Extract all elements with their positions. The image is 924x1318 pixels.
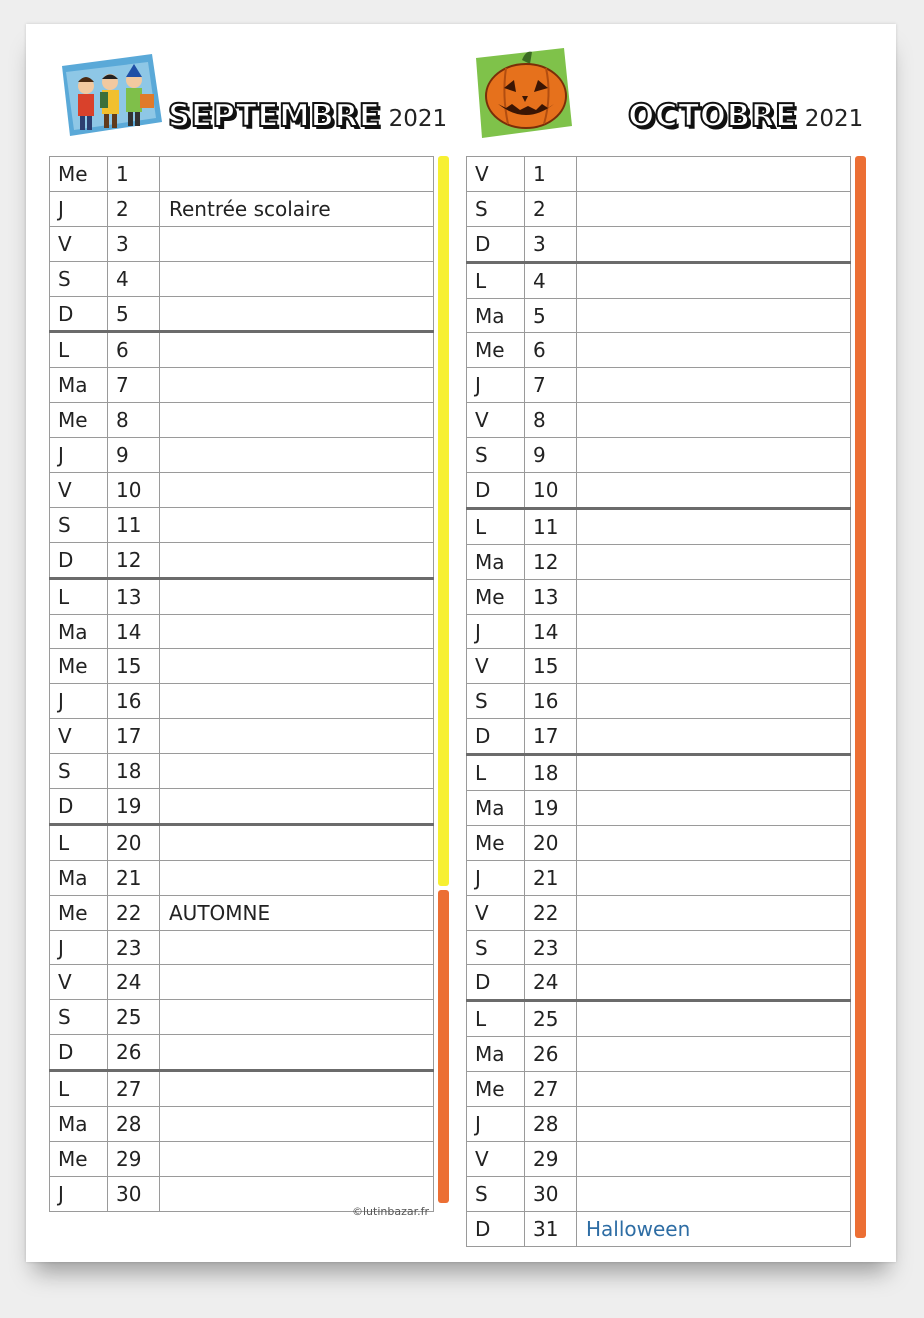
date-cell: 1 — [525, 157, 577, 192]
day-cell: Me — [50, 1141, 108, 1176]
table-row — [467, 298, 851, 333]
date-cell: 6 — [108, 332, 160, 368]
note-cell: Halloween — [577, 1211, 851, 1246]
day-cell: S — [467, 684, 525, 719]
note-cell — [160, 507, 434, 542]
date-cell: 28 — [525, 1107, 577, 1142]
date-cell: 2 — [108, 191, 160, 226]
date-cell: 4 — [525, 262, 577, 298]
table-row — [467, 191, 851, 226]
day-cell: D — [467, 719, 525, 755]
table-row — [50, 930, 434, 965]
day-cell: L — [50, 1071, 108, 1107]
date-cell: 12 — [525, 544, 577, 579]
day-cell: Ma — [50, 614, 108, 649]
table-row — [50, 754, 434, 789]
note-cell — [160, 368, 434, 403]
note-cell — [577, 544, 851, 579]
day-cell: S — [467, 191, 525, 226]
september-title: SEPTEMBRE — [168, 98, 381, 134]
date-cell: 21 — [525, 860, 577, 895]
day-cell: Ma — [467, 544, 525, 579]
day-cell: V — [467, 649, 525, 684]
table-row — [467, 965, 851, 1001]
day-cell: L — [50, 332, 108, 368]
note-cell — [577, 438, 851, 473]
october-title: OCTOBRE — [628, 98, 797, 134]
note-cell — [577, 1037, 851, 1072]
date-cell: 25 — [525, 1001, 577, 1037]
table-row — [467, 684, 851, 719]
note-cell — [577, 895, 851, 930]
date-cell: 25 — [108, 1000, 160, 1035]
date-cell: 9 — [108, 438, 160, 473]
table-row — [467, 1141, 851, 1176]
day-cell: L — [50, 578, 108, 614]
day-cell: D — [467, 965, 525, 1001]
day-cell: Ma — [50, 1107, 108, 1142]
note-cell — [160, 1000, 434, 1035]
note-cell — [160, 542, 434, 578]
day-cell: D — [50, 1035, 108, 1071]
date-cell: 4 — [108, 261, 160, 296]
day-cell: D — [467, 473, 525, 509]
day-cell: Me — [50, 157, 108, 192]
date-cell: 30 — [108, 1176, 160, 1211]
table-row — [467, 473, 851, 509]
day-cell: Ma — [50, 368, 108, 403]
date-cell: 5 — [108, 296, 160, 332]
date-cell: 9 — [525, 438, 577, 473]
day-cell: Ma — [50, 860, 108, 895]
date-cell: 28 — [108, 1107, 160, 1142]
october-header — [628, 84, 863, 134]
date-cell: 16 — [525, 684, 577, 719]
date-cell: 27 — [108, 1071, 160, 1107]
table-row — [50, 296, 434, 332]
note-cell — [577, 508, 851, 544]
table-row — [50, 261, 434, 296]
table-row — [467, 719, 851, 755]
day-cell: S — [467, 438, 525, 473]
table-row — [50, 649, 434, 684]
day-cell: J — [467, 860, 525, 895]
note-cell — [577, 1107, 851, 1142]
day-cell: V — [467, 895, 525, 930]
date-cell: 17 — [525, 719, 577, 755]
table-row — [467, 1107, 851, 1142]
note-cell — [160, 930, 434, 965]
table-row — [467, 1072, 851, 1107]
day-cell: Me — [467, 333, 525, 368]
table-row — [50, 226, 434, 261]
table-row — [50, 1071, 434, 1107]
date-cell: 13 — [525, 579, 577, 614]
date-cell: 17 — [108, 719, 160, 754]
day-cell: Me — [50, 895, 108, 930]
date-cell: 14 — [525, 614, 577, 649]
table-row — [50, 368, 434, 403]
table-row — [50, 1107, 434, 1142]
table-row — [50, 684, 434, 719]
note-cell — [577, 930, 851, 965]
note-cell — [577, 1072, 851, 1107]
date-cell: 20 — [108, 824, 160, 860]
note-cell — [160, 403, 434, 438]
day-cell: V — [50, 719, 108, 754]
note-cell — [577, 791, 851, 826]
table-row — [50, 789, 434, 825]
date-cell: 10 — [108, 473, 160, 508]
table-row — [467, 791, 851, 826]
date-cell: 8 — [108, 403, 160, 438]
note-cell — [577, 157, 851, 192]
day-cell: S — [467, 930, 525, 965]
note-cell — [160, 754, 434, 789]
table-row — [50, 438, 434, 473]
note-cell — [160, 473, 434, 508]
date-cell: 14 — [108, 614, 160, 649]
day-cell: V — [467, 1141, 525, 1176]
table-row — [50, 1035, 434, 1071]
note-cell — [160, 965, 434, 1000]
table-row — [467, 262, 851, 298]
table-row — [50, 719, 434, 754]
table-row — [467, 649, 851, 684]
day-cell: L — [50, 824, 108, 860]
date-cell: 30 — [525, 1176, 577, 1211]
date-cell: 20 — [525, 825, 577, 860]
day-cell: Ma — [467, 1037, 525, 1072]
date-cell: 29 — [525, 1141, 577, 1176]
note-cell — [577, 1001, 851, 1037]
note-cell — [160, 261, 434, 296]
note-cell — [577, 860, 851, 895]
date-cell: 6 — [525, 333, 577, 368]
note-cell — [577, 298, 851, 333]
date-cell: 24 — [108, 965, 160, 1000]
day-cell: S — [50, 754, 108, 789]
date-cell: 7 — [525, 368, 577, 403]
day-cell: D — [50, 789, 108, 825]
date-cell: 22 — [525, 895, 577, 930]
day-cell: V — [50, 226, 108, 261]
table-row — [467, 333, 851, 368]
note-cell — [160, 157, 434, 192]
september-header — [168, 84, 447, 134]
school-children-illustration-icon — [56, 52, 164, 138]
table-row — [50, 157, 434, 192]
day-cell: S — [50, 1000, 108, 1035]
date-cell: 15 — [525, 649, 577, 684]
table-row — [467, 579, 851, 614]
october-table — [466, 156, 851, 1247]
note-cell — [577, 614, 851, 649]
day-cell: D — [467, 1211, 525, 1246]
note-cell — [160, 719, 434, 754]
date-cell: 21 — [108, 860, 160, 895]
note-cell — [160, 438, 434, 473]
september-table — [49, 156, 434, 1212]
note-cell — [160, 332, 434, 368]
date-cell: 5 — [525, 298, 577, 333]
date-cell: 3 — [525, 226, 577, 262]
autumn-season-bar-october — [855, 156, 866, 1238]
day-cell: Ma — [467, 298, 525, 333]
date-cell: 23 — [525, 930, 577, 965]
table-row — [467, 755, 851, 791]
day-cell: V — [467, 157, 525, 192]
date-cell: 15 — [108, 649, 160, 684]
date-cell: 11 — [525, 508, 577, 544]
date-cell: 19 — [525, 791, 577, 826]
table-row — [50, 542, 434, 578]
table-row — [50, 614, 434, 649]
date-cell: 29 — [108, 1141, 160, 1176]
date-cell: 7 — [108, 368, 160, 403]
note-cell — [160, 684, 434, 719]
note-cell — [577, 473, 851, 509]
table-row — [50, 403, 434, 438]
day-cell: Me — [467, 1072, 525, 1107]
table-row — [50, 191, 434, 226]
table-row — [467, 157, 851, 192]
table-row — [467, 825, 851, 860]
note-cell — [577, 684, 851, 719]
table-row — [467, 226, 851, 262]
date-cell: 16 — [108, 684, 160, 719]
date-cell: 3 — [108, 226, 160, 261]
date-cell: 23 — [108, 930, 160, 965]
table-row — [50, 1141, 434, 1176]
day-cell: D — [50, 542, 108, 578]
table-row — [50, 1000, 434, 1035]
table-row — [467, 508, 851, 544]
table-row — [467, 895, 851, 930]
copyright-credit: ©lutinbazar.fr — [352, 1205, 430, 1218]
note-cell — [160, 824, 434, 860]
day-cell: L — [467, 262, 525, 298]
day-cell: J — [467, 614, 525, 649]
note-cell — [160, 1071, 434, 1107]
note-cell — [577, 649, 851, 684]
note-cell: Rentrée scolaire — [160, 191, 434, 226]
date-cell: 10 — [525, 473, 577, 509]
note-cell — [577, 755, 851, 791]
note-cell — [577, 226, 851, 262]
day-cell: J — [50, 438, 108, 473]
table-row — [467, 368, 851, 403]
day-cell: D — [50, 296, 108, 332]
note-cell — [577, 1176, 851, 1211]
note-cell — [577, 825, 851, 860]
day-cell: J — [50, 684, 108, 719]
table-row — [467, 1001, 851, 1037]
table-row — [467, 403, 851, 438]
date-cell: 26 — [525, 1037, 577, 1072]
note-cell — [577, 965, 851, 1001]
table-row — [467, 930, 851, 965]
day-cell: Me — [467, 579, 525, 614]
table-row — [50, 473, 434, 508]
day-cell: L — [467, 1001, 525, 1037]
date-cell: 22 — [108, 895, 160, 930]
day-cell: D — [467, 226, 525, 262]
table-row — [467, 1211, 851, 1246]
note-cell — [160, 1141, 434, 1176]
table-row — [50, 507, 434, 542]
note-cell — [160, 1035, 434, 1071]
day-cell: V — [50, 965, 108, 1000]
note-cell — [160, 1107, 434, 1142]
summer-season-bar — [438, 156, 449, 886]
day-cell: V — [50, 473, 108, 508]
date-cell: 18 — [525, 755, 577, 791]
note-cell — [160, 226, 434, 261]
day-cell: J — [50, 1176, 108, 1211]
autumn-season-bar-september — [438, 890, 449, 1203]
day-cell: Me — [50, 649, 108, 684]
table-row — [50, 824, 434, 860]
day-cell: S — [50, 261, 108, 296]
day-cell: J — [50, 191, 108, 226]
note-cell — [160, 649, 434, 684]
date-cell: 27 — [525, 1072, 577, 1107]
note-cell — [160, 860, 434, 895]
note-cell — [577, 579, 851, 614]
date-cell: 24 — [525, 965, 577, 1001]
september-year: 2021 — [388, 106, 448, 132]
table-row — [467, 1037, 851, 1072]
october-year: 2021 — [804, 106, 864, 132]
day-cell: L — [467, 755, 525, 791]
note-cell — [160, 578, 434, 614]
note-cell — [160, 614, 434, 649]
date-cell: 1 — [108, 157, 160, 192]
note-cell — [160, 296, 434, 332]
day-cell: S — [50, 507, 108, 542]
table-row — [50, 578, 434, 614]
note-cell — [577, 1141, 851, 1176]
day-cell: Me — [50, 403, 108, 438]
table-row — [467, 438, 851, 473]
table-row — [467, 544, 851, 579]
day-cell: V — [467, 403, 525, 438]
note-cell — [577, 719, 851, 755]
table-row — [50, 965, 434, 1000]
note-cell — [577, 368, 851, 403]
note-cell — [577, 403, 851, 438]
table-row — [467, 614, 851, 649]
table-row — [50, 895, 434, 930]
day-cell: Me — [467, 825, 525, 860]
note-cell — [577, 333, 851, 368]
note-cell: AUTOMNE — [160, 895, 434, 930]
date-cell: 31 — [525, 1211, 577, 1246]
date-cell: 19 — [108, 789, 160, 825]
date-cell: 26 — [108, 1035, 160, 1071]
table-row — [50, 332, 434, 368]
table-row — [467, 860, 851, 895]
day-cell: J — [467, 1107, 525, 1142]
jack-o-lantern-illustration-icon — [472, 46, 576, 140]
date-cell: 2 — [525, 191, 577, 226]
day-cell: Ma — [467, 791, 525, 826]
date-cell: 18 — [108, 754, 160, 789]
note-cell — [577, 262, 851, 298]
day-cell: J — [50, 930, 108, 965]
day-cell: L — [467, 508, 525, 544]
day-cell: J — [467, 368, 525, 403]
table-row — [467, 1176, 851, 1211]
date-cell: 8 — [525, 403, 577, 438]
date-cell: 11 — [108, 507, 160, 542]
note-cell — [577, 191, 851, 226]
note-cell — [160, 789, 434, 825]
day-cell: S — [467, 1176, 525, 1211]
date-cell: 12 — [108, 542, 160, 578]
date-cell: 13 — [108, 578, 160, 614]
table-row — [50, 860, 434, 895]
